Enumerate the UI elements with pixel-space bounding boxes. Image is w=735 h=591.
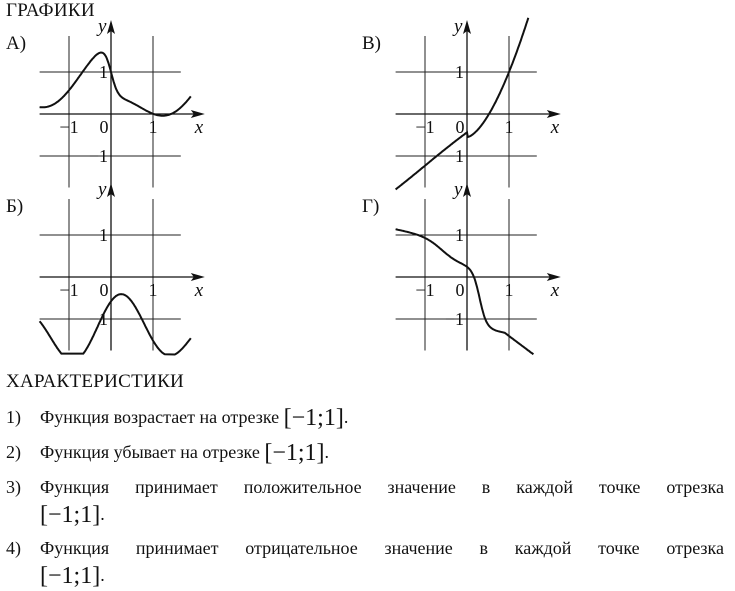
tick-label-y-1: 1 <box>455 225 464 245</box>
characteristic-end: . <box>100 565 105 585</box>
tick-label-x-1: 1 <box>504 280 514 300</box>
graph-grid <box>396 199 537 351</box>
tick-label-y-1: 1 <box>455 62 464 82</box>
interval: [−1;1] <box>264 440 325 466</box>
tick-label-x-1: 1 <box>148 280 158 300</box>
plot-label-a: А) <box>6 33 27 54</box>
tick-label-x-1: 1 <box>148 117 158 137</box>
section-title-graphs: ГРАФИКИ <box>6 0 95 21</box>
tick-label-x-neg1: −1 <box>59 280 79 300</box>
x-axis-label: x <box>550 117 560 138</box>
tick-label-x-0: 0 <box>455 280 465 300</box>
characteristic-text: Функция принимает отрицательное значение в каждой точке отрезка <box>40 538 724 558</box>
tick-label-y-neg1: −1 <box>444 146 464 166</box>
interval: [−1;1] <box>283 405 344 431</box>
plot-label-g: Г) <box>362 196 380 217</box>
tick-label-x-neg1: −1 <box>59 117 79 137</box>
tick-label-x-0: 0 <box>455 117 465 137</box>
tick-label-y-neg1: −1 <box>444 309 464 329</box>
section-title-characteristics: ХАРАКТЕРИСТИКИ <box>6 371 185 392</box>
characteristic-text: Функция убывает на отрезке <box>40 442 260 462</box>
characteristic-end: . <box>343 407 349 427</box>
characteristic-item-3 <box>6 474 724 501</box>
x-axis-label: x <box>550 280 560 301</box>
characteristic-number: 1) <box>6 407 21 427</box>
characteristic-end: . <box>100 504 105 524</box>
characteristic-end: . <box>324 442 330 462</box>
characteristic-number: 3) <box>6 477 21 497</box>
tick-label-y-neg1: −1 <box>88 309 108 329</box>
characteristic-text: Функция возрастает на отрезке <box>40 407 280 427</box>
tick-label-x-neg1: −1 <box>415 117 435 137</box>
tick-label-x-0: 0 <box>99 117 109 137</box>
characteristic-number: 2) <box>6 442 21 462</box>
tick-label-x-0: 0 <box>99 280 109 300</box>
tick-label-x-1: 1 <box>504 117 514 137</box>
x-axis-label: x <box>194 280 204 301</box>
tick-label-y-1: 1 <box>99 62 108 82</box>
plot-label-v: В) <box>362 33 381 54</box>
y-axis-label: y <box>98 179 107 200</box>
characteristic-item-4 <box>6 535 724 562</box>
characteristic-number: 4) <box>6 538 21 558</box>
tick-label-y-1: 1 <box>99 225 108 245</box>
y-axis-label: y <box>98 16 107 37</box>
plot-label-b: Б) <box>6 196 24 217</box>
interval: [−1;1] <box>40 502 101 528</box>
y-axis-label: y <box>454 179 463 200</box>
tick-label-x-neg1: −1 <box>415 280 435 300</box>
characteristic-text: Функция принимает положительное значение в каждой точке отрезка <box>40 477 724 497</box>
tick-label-y-neg1: −1 <box>88 146 108 166</box>
y-axis-label: y <box>454 16 463 37</box>
interval: [−1;1] <box>40 563 101 589</box>
x-axis-label: x <box>194 117 204 138</box>
